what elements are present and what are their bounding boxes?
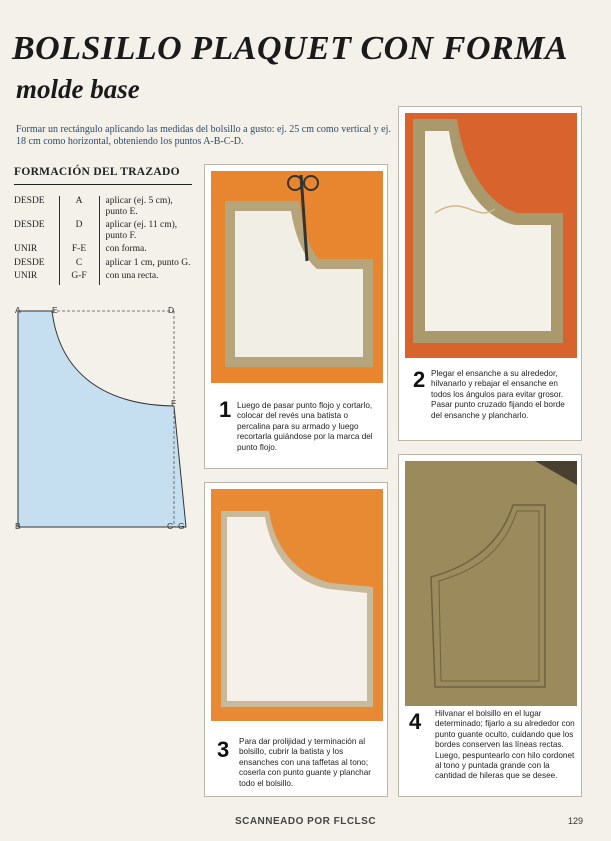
table-row bbox=[14, 258, 194, 272]
step-2-number: 2 bbox=[413, 367, 426, 392]
step-3-panel bbox=[204, 482, 388, 797]
row-action: UNIR bbox=[14, 244, 38, 254]
row-detail: aplicar 1 cm, punto G. bbox=[105, 257, 191, 268]
row-detail: con una recta. bbox=[105, 271, 159, 281]
step-1-photo bbox=[211, 171, 383, 383]
step-4-photo bbox=[405, 461, 577, 706]
row-detail: con forma. bbox=[105, 244, 147, 254]
step-2-panel bbox=[398, 106, 582, 441]
table-row bbox=[14, 244, 194, 258]
step-1-number: 1 bbox=[219, 397, 232, 422]
step-3-text: Para dar prolijidad y terminación al bolsillo, cubrir la batista y los ensanches con una taffetas al tono; coserla con punto guante y planchar todo el bolsillo. bbox=[239, 737, 371, 788]
label-a: A bbox=[15, 305, 21, 315]
step-4-text: Hilvanar el bolsillo en el lugar determinado; fijarlo a su alrededor con punto guante oculto, cuidando que los bordes conserven las líneas rectas. Luego, pespuntearlo con hilo cordonet al tono y puntada grande con la cantidad de hileras que se desee. bbox=[435, 709, 575, 781]
step-3-photo bbox=[211, 489, 383, 721]
page-number: 129 bbox=[568, 816, 584, 826]
row-point: C bbox=[59, 258, 99, 272]
trazado-table bbox=[14, 196, 194, 285]
section-divider bbox=[14, 184, 192, 185]
step-4-panel bbox=[398, 454, 582, 797]
row-detail: aplicar (ej. 5 cm), punto E. bbox=[105, 196, 173, 217]
row-detail: aplicar (ej. 11 cm), punto F. bbox=[105, 220, 178, 241]
scan-credit: SCANNEADO POR FLCLSC bbox=[234, 816, 377, 827]
intro-text: Formar un rectángulo aplicando las medidas del bolsillo a gusto: ej. 25 cm como vertical y ej. 18 cm como horizontal, obteniendo los puntos A-B-C-D. bbox=[16, 124, 391, 147]
pattern-drawing bbox=[14, 305, 194, 535]
pocket-shape bbox=[18, 311, 186, 527]
step-3-number: 3 bbox=[217, 737, 230, 762]
row-action: DESDE bbox=[14, 220, 45, 230]
row-action: DESDE bbox=[14, 196, 45, 206]
row-point: F-E bbox=[59, 244, 99, 258]
section-heading: FORMACIÓN DEL TRAZADO bbox=[14, 166, 180, 178]
table-row bbox=[14, 220, 194, 244]
label-b: B bbox=[15, 521, 21, 531]
table-row bbox=[14, 196, 194, 220]
table-row bbox=[14, 271, 194, 285]
row-action: DESDE bbox=[14, 257, 45, 268]
step-1-text: Luego de pasar punto flojo y cortarlo, colocar del revés una batista o percalina para su armado y luego recortarla guiándose por la marca del punto flojo. bbox=[237, 401, 373, 452]
label-c: C bbox=[167, 521, 174, 531]
label-d: D bbox=[168, 305, 175, 315]
label-g: G bbox=[178, 521, 185, 531]
page-subtitle: molde base bbox=[16, 74, 140, 104]
step-2-text: Plegar el ensanche a su alrededor, hilvanarlo y rebajar el ensanche en todos los ángulos para evitar grosor. Pasar punto cruzado fijando el borde del ensanche y plancharlo. bbox=[431, 369, 565, 420]
row-point: A bbox=[59, 196, 99, 220]
step-1-panel bbox=[204, 164, 388, 469]
label-e: E bbox=[52, 305, 58, 315]
row-point: G-F bbox=[59, 271, 99, 285]
page-title: BOLSILLO PLAQUET CON FORMA bbox=[12, 30, 569, 67]
label-f: F bbox=[171, 398, 177, 408]
row-action: UNIR bbox=[14, 271, 38, 281]
row-point: D bbox=[59, 220, 99, 244]
step-2-photo bbox=[405, 113, 577, 358]
pattern-diagram bbox=[14, 305, 194, 535]
step-4-number: 4 bbox=[409, 709, 422, 734]
